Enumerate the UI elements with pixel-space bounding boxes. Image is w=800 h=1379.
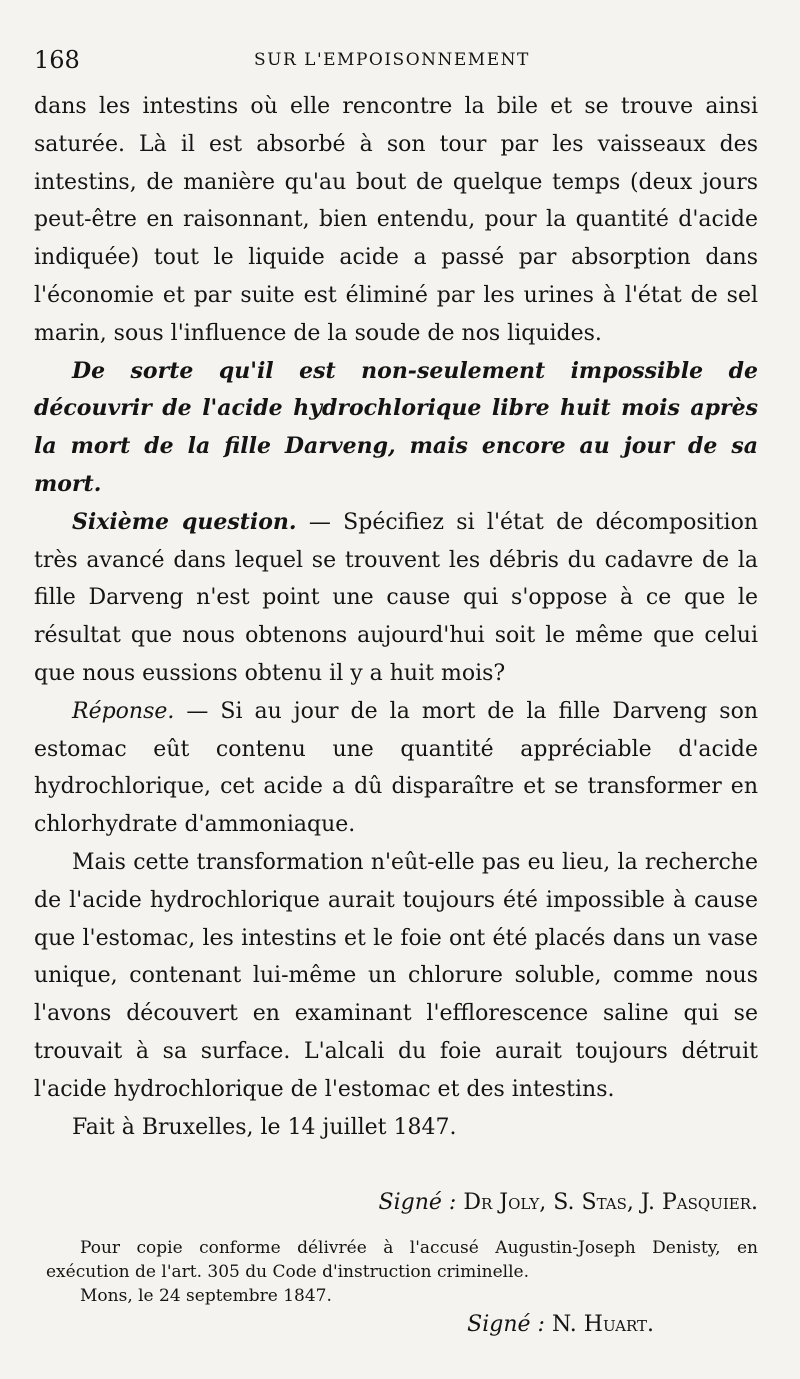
signature-line (34, 1190, 758, 1215)
copy-note-line: Pour copie conforme délivrée à l'accusé Augustin-Joseph Denisty, en exécution de l'art. 305 du Code d'instruction criminelle. (46, 1238, 758, 1282)
running-title: SUR L'EMPOISONNEMENT (254, 50, 530, 70)
closing-signature-label: Signé : (467, 1312, 545, 1337)
paragraph-continuation: dans les intestins où elle rencontre la bile et se trouve ainsi saturée. Là il est absorbé à son tour par les vaisseaux des intestins, de manière qu'au bout de quelque temps (deux jours peut-être en raisonnant, bien entendu, pour la quantité d'acide indiquée) tout le liquide acide a passé par absorption dans l'économie et par suite est éliminé par les urines à l'état de sel marin, sous l'influence de la soude de nos liquides. (34, 94, 758, 346)
answer-text: — Si au jour de la mort de la fille Darveng son estomac eût contenu une quantité appréciable d'acide hydrochlorique, cet acide a dû disparaître et se transformer en chlorhydrate d'ammoniaque. (34, 698, 758, 838)
paragraph-transformation: Mais cette transformation n'eût-elle pas eu lieu, la recherche de l'acide hydrochlorique aurait toujours été impossible à cause que l'estomac, les intestins et le foie ont été placés dans un vase unique, contenant lui-même un chlorure soluble, comme nous l'avons découvert en examinant l'efflorescence saline qui se trouvait à sa surface. L'alcali du foie aurait toujours détruit l'acide hydrochlorique de l'estomac et des intestins. (34, 849, 758, 1102)
paragraph-conclusion: De sorte qu'il est non-seulement impossible de découvrir de l'acide hydrochlorique libre huit mois après la mort de la fille Darveng, mais encore au jour de sa mort. (34, 357, 758, 497)
question-label: Sixième question. (72, 508, 297, 535)
page-number: 168 (34, 46, 80, 74)
answer-label: Réponse. (72, 698, 175, 724)
signature-names: Dr Joly, S. Stas, J. Pasquier. (463, 1190, 758, 1215)
paragraph-answer (34, 693, 758, 844)
closing-signature-name: N. Huart. (551, 1312, 654, 1337)
closing-signature (34, 1312, 654, 1337)
question-text: — Spécifiez si l'état de décomposition très avancé dans lequel se trouvent les débris du cadavre de la fille Darveng n'est point une cause qui s'oppose à ce que le résultat que nous obtenons aujourd'hui soit le même que celui que nous eussions obtenu il y a huit mois? (34, 509, 758, 686)
paragraph-date: Fait à Bruxelles, le 14 juillet 1847. (72, 1114, 457, 1140)
signature-label: Signé : (378, 1190, 457, 1215)
page-header (34, 46, 756, 76)
copy-note-date: Mons, le 24 septembre 1847. (80, 1286, 332, 1306)
paragraph-sixth-question (34, 504, 758, 693)
copy-note (46, 1236, 758, 1308)
body-text (34, 88, 758, 1146)
